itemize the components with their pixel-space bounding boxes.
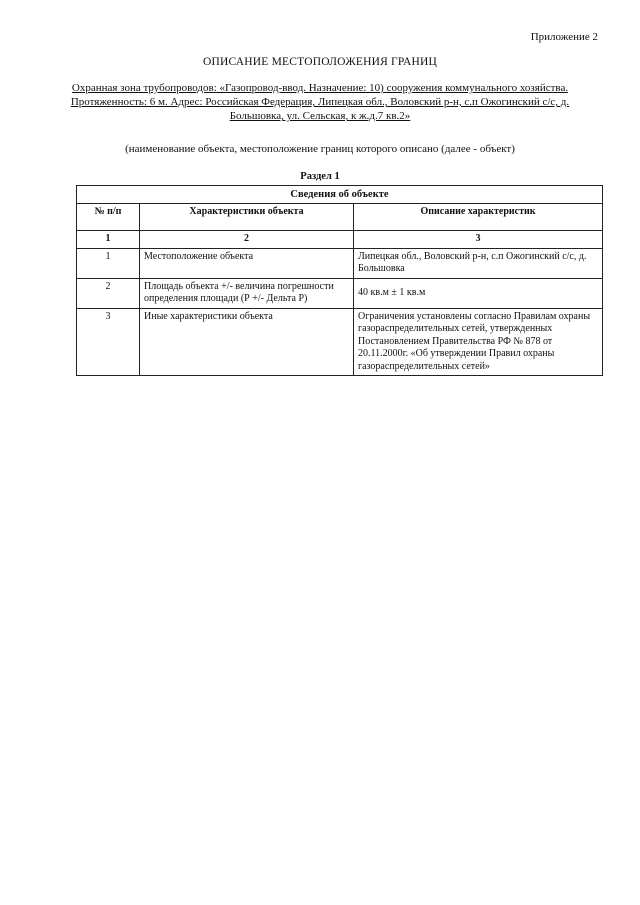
row-num: 1 [77,248,140,278]
header-description: Описание характеристик [354,204,603,231]
header-num: № п/п [77,204,140,231]
column-number-row [77,231,603,249]
row-characteristic: Площадь объекта +/- величина погрешности определения площади (Р +/- Дельта Р) [140,278,354,308]
table-row [77,248,603,278]
table-caption: Сведения об объекте [77,186,603,204]
object-description: Охранная зона трубопроводов: «Газопровод-ввод. Назначение: 10) сооружения коммунального хозяйства. Протяженность: 6 м. Адрес: Российская Федерация, Липецкая обл., Воловский р-н, с.п Ожогинский с/с, д. Большовка, ул. Сельская, к ж.д.7 кв.2» [70,82,570,123]
section-title: Раздел 1 [300,171,340,182]
table-caption-row [77,186,603,204]
table-row [77,308,603,376]
row-characteristic: Иные характеристики объекта [140,308,354,376]
column-number: 2 [140,231,354,249]
object-caption: (наименование объекта, местоположение границ которого описано (далее - объект) [125,143,515,155]
object-info-table [76,185,603,376]
table-row [77,278,603,308]
column-number: 3 [354,231,603,249]
header-characteristic: Характеристики объекта [140,204,354,231]
appendix-label: Приложение 2 [530,31,598,43]
row-description: Липецкая обл., Воловский р-н, с.п Ожогинский с/с, д. Большовка [354,248,603,278]
row-description: Ограничения установлены согласно Правилам охраны газораспределительных сетей, утвержденных Постановлением Правительства РФ № 878 от 20.11.2000г. «Об утверждении Правил охраны газораспределительных сетей» [354,308,603,376]
column-number: 1 [77,231,140,249]
row-characteristic: Местоположение объекта [140,248,354,278]
row-num: 2 [77,278,140,308]
document-title: ОПИСАНИЕ МЕСТОПОЛОЖЕНИЯ ГРАНИЦ [202,56,438,68]
row-description: 40 кв.м ± 1 кв.м [354,278,603,308]
table-header-row [77,204,603,231]
row-num: 3 [77,308,140,376]
